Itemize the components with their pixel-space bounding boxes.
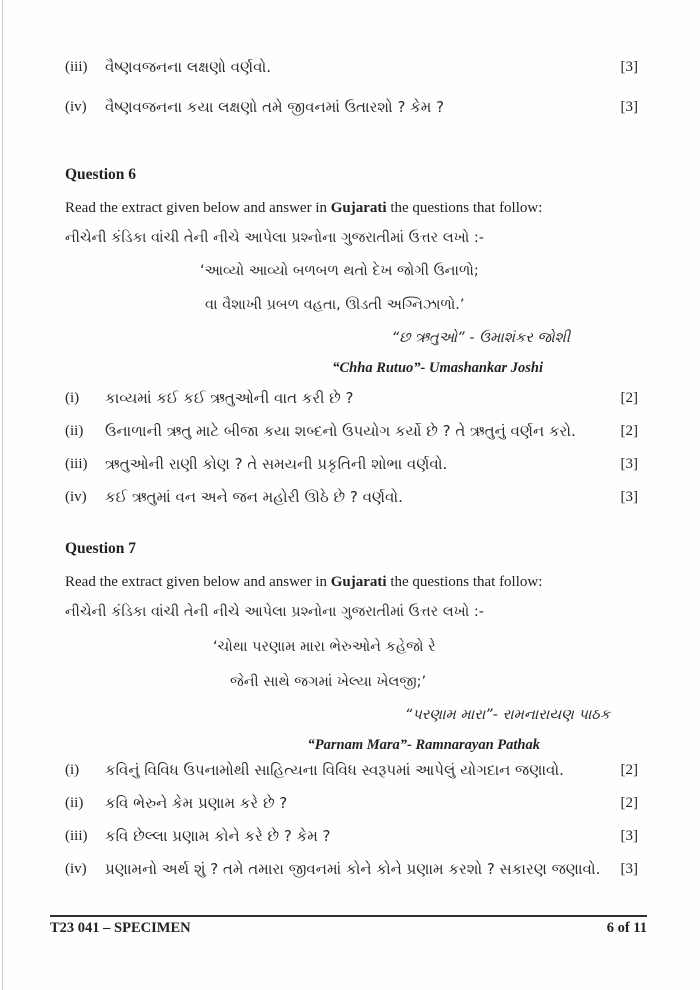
- instruction-pre: Read the extract given below and answer in: [65, 574, 331, 590]
- item-text: પ્રણામનો અર્થ શું ? તમે તમારા જીવનમાં કોને કોને પ્રણામ કરશો ? સકારણ જણાવો.: [105, 860, 601, 878]
- poem-line: વા વૈશાખી પ્રબળ વહતા, ઊડતી અગ્નિઝાળો.’: [205, 297, 465, 313]
- question-7-heading: Question 7: [65, 540, 137, 557]
- item-marks: [3]: [620, 99, 638, 115]
- scan-edge-artifact: [2, 0, 3, 990]
- item-text: કાવ્યમાં કઈ કઈ ઋતુઓની વાત કરી છે ?: [105, 389, 354, 407]
- item-text: વૈષ્ણવજનના લક્ષણો વર્ણવો.: [105, 58, 271, 76]
- question-item: [65, 760, 638, 780]
- instruction-post: the questions that follow:: [386, 574, 543, 590]
- footer-page-number: 6 of 11: [606, 920, 647, 936]
- instruction-post: the questions that follow:: [386, 200, 543, 216]
- item-text: કવિ છેલ્લા પ્રણામ કોને કરે છે ? કેમ ?: [105, 827, 331, 845]
- item-number: (iii): [65, 456, 88, 472]
- question-item: [65, 826, 638, 846]
- item-number: (iii): [65, 59, 88, 75]
- question-6-instruction-en: [65, 198, 638, 218]
- item-number: (i): [65, 762, 80, 778]
- item-text: કવિનું વિવિધ ઉપનામોથી સાહિત્યના વિવિધ સ્વરૂપમાં આપેલું યોગદાન જણાવો.: [105, 761, 564, 779]
- item-marks: [3]: [620, 828, 638, 844]
- item-number: (iv): [65, 489, 87, 505]
- question-7-items: [65, 760, 638, 879]
- question-item: [65, 388, 638, 408]
- question-item: [65, 793, 638, 813]
- item-number: (iv): [65, 861, 87, 877]
- poem-attribution-gujarati: “પરણામ મારા”- રામનારાયણ પાઠક: [404, 707, 610, 723]
- question-6-instruction-gu: નીચેની કંડિકા વાંચી તેની નીચે આપેલા પ્રશ્નોના ગુજરાતીમાં ઉત્તર લખો :-: [65, 230, 484, 246]
- question-6-heading: Question 6: [65, 166, 137, 183]
- question-item: [65, 421, 638, 441]
- question-item: [65, 487, 638, 507]
- item-text: વૈષ્ણવજનના કયા લક્ષણો તમે જીવનમાં ઉતારશો ? કેમ ?: [105, 98, 445, 116]
- poem-line: જેની સાથે જગમાં ખેલ્યા ખેલજી;’: [230, 674, 427, 690]
- question-7-instruction-gu: નીચેની કંડિકા વાંચી તેની નીચે આપેલા પ્રશ્નોના ગુજરાતીમાં ઉત્તર લખો :-: [65, 604, 484, 620]
- item-marks: [3]: [620, 456, 638, 472]
- item-marks: [3]: [620, 489, 638, 505]
- poem-attribution-english: “Parnam Mara”- Ramnarayan Pathak: [307, 737, 540, 753]
- item-marks: [3]: [620, 861, 638, 877]
- item-text: કવિ ભેરુને કેમ પ્રણામ કરે છે ?: [105, 794, 288, 812]
- instruction-pre: Read the extract given below and answer in: [65, 200, 331, 216]
- poem-line: ‘આવ્યો આવ્યો બળબળ થતો દેખ જોગી ઉનાળો;: [200, 263, 479, 279]
- question-6-items: [65, 388, 638, 507]
- question-7-instruction-en: [65, 572, 638, 592]
- item-text: ઉનાળાની ઋતુ માટે બીજા કયા શબ્દનો ઉપયોગ કર્યો છે ? તે ઋતુનું વર્ણન કરો.: [105, 422, 576, 440]
- question-item: [65, 859, 638, 879]
- question-item: [65, 97, 638, 117]
- poem-attribution-gujarati: “છ ઋતુઓ” - ઉમાશંકર જોશી: [391, 330, 570, 346]
- page-footer: [50, 915, 647, 937]
- footer-paper-code: T23 041 – SPECIMEN: [50, 920, 191, 936]
- item-marks: [2]: [620, 390, 638, 406]
- item-marks: [2]: [620, 795, 638, 811]
- item-number: (ii): [65, 423, 84, 439]
- item-marks: [2]: [620, 762, 638, 778]
- item-number: (iii): [65, 828, 88, 844]
- poem-attribution-english: “Chha Rutuo”- Umashankar Joshi: [332, 360, 543, 376]
- item-marks: [3]: [620, 59, 638, 75]
- instruction-bold: Gujarati: [330, 200, 387, 216]
- item-number: (iv): [65, 99, 87, 115]
- instruction-bold: Gujarati: [330, 574, 387, 590]
- item-marks: [2]: [620, 423, 638, 439]
- question-item: [65, 57, 638, 77]
- item-number: (i): [65, 390, 80, 406]
- item-text: કઈ ઋતુમાં વન અને જન મહોરી ઊઠે છે ? વર્ણવો.: [105, 488, 403, 506]
- question-6-section: [65, 165, 638, 507]
- item-number: (ii): [65, 795, 84, 811]
- poem-line: ‘ચોથા પરણામ મારા ભેરુઓને કહેજો રે: [213, 639, 436, 655]
- item-text: ઋતુઓની રાણી કોણ ? તે સમયની પ્રકૃતિની શોભા વર્ણવો.: [105, 455, 448, 473]
- question-7-section: [65, 539, 638, 879]
- question-item: [65, 454, 638, 474]
